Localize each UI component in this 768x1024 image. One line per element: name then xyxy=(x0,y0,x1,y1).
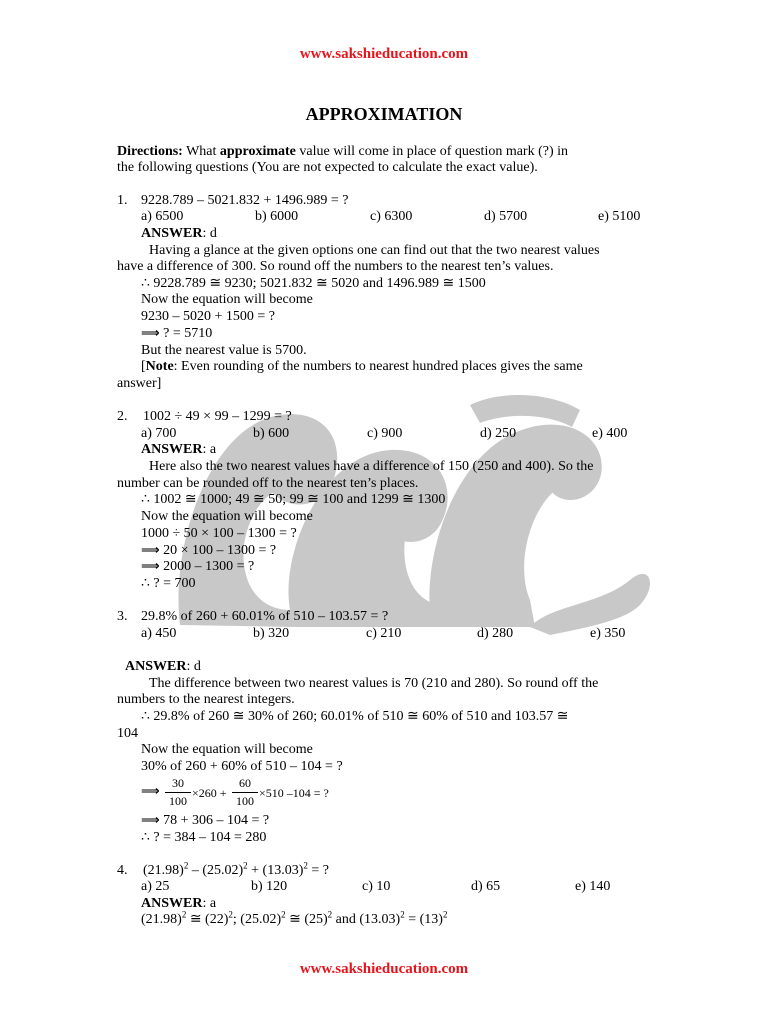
directions-bold-word: approximate xyxy=(219,144,296,159)
q3-answer-label: ANSWER xyxy=(125,659,187,674)
q1-equation-2: ⟹ ? = 5710 xyxy=(141,326,213,341)
q1-explanation-2: have a difference of 300. So round off the numbers to the nearest ten’s values. xyxy=(117,259,554,274)
q3-equation-4: ∴ ? = 384 – 104 = 280 xyxy=(141,830,267,845)
q3-option-a: a) 450 xyxy=(141,626,177,641)
q2-option-b: b) 600 xyxy=(253,426,290,441)
q2-equation-1: 1000 ÷ 50 × 100 – 1300 = ? xyxy=(141,526,297,541)
q1-note-label: Note xyxy=(145,359,174,374)
q1-option-c: c) 6300 xyxy=(370,209,413,224)
q1-option-e: e) 5100 xyxy=(598,209,641,224)
q4-number: 4. xyxy=(117,863,128,878)
q4-option-c: c) 10 xyxy=(362,879,391,894)
frac-1-denominator: 100 xyxy=(169,794,187,808)
q3-question: 29.8% of 260 + 60.01% of 510 – 103.57 = ? xyxy=(141,609,389,624)
footer-url[interactable]: www.sakshieducation.com xyxy=(299,961,469,977)
q3-now-text: Now the equation will become xyxy=(141,742,313,757)
q3-answer xyxy=(125,659,201,675)
q3-option-e: e) 350 xyxy=(590,626,626,641)
q2-answer-value: : a xyxy=(202,442,217,457)
frac-2-numerator: 60 xyxy=(239,776,251,790)
q3-explanation-2: numbers to the nearest integers. xyxy=(117,692,295,707)
q1-now-text: Now the equation will become xyxy=(141,292,313,307)
q3-rounding: ∴ 29.8% of 260 ≅ 30% of 260; 60.01% of 510 ≅ 60% of 510 and 103.57 ≅ xyxy=(141,709,569,724)
q4-option-a: a) 25 xyxy=(141,879,170,894)
implies-arrow-icon: ⟹ xyxy=(141,543,160,558)
q3-rounding-end: 104 xyxy=(117,726,138,741)
q3-option-d: d) 280 xyxy=(477,626,514,641)
q2-answer xyxy=(141,442,216,458)
q2-option-e: e) 400 xyxy=(592,426,628,441)
q4-rounding: $(21.98)^2$ ≅ $(22)^2$; $(25.02)^2$ ≅ $(25)^2$ and $(13.03)^2 = (13)^2$ xyxy=(141,909,448,927)
frac-middle: ×260 + xyxy=(192,786,227,800)
frac-2-bar xyxy=(232,792,258,793)
q3-option-c: c) 210 xyxy=(366,626,402,641)
q1-note: [Note: Even rounding of the numbers to nearest hundred places gives the same xyxy=(141,359,583,374)
q2-equation-4: ∴ ? = 700 xyxy=(141,576,196,591)
q2-equation-2: ⟹ 20 × 100 – 1300 = ? xyxy=(141,543,277,558)
q4-question: $(21.98)^2 - (25.02)^2 + (13.03)^2$ = ? xyxy=(143,860,329,878)
directions-text-1: What xyxy=(182,144,220,159)
q4-option-d: d) 65 xyxy=(471,879,501,894)
q1-question: 9228.789 – 5021.832 + 1496.989 = ? xyxy=(141,193,349,208)
q4-option-b: b) 120 xyxy=(251,879,288,894)
q1-option-b: b) 6000 xyxy=(255,209,299,224)
q1-answer xyxy=(141,226,217,242)
q2-equation-3: ⟹ 2000 – 1300 = ? xyxy=(141,559,255,574)
q4-answer xyxy=(141,896,216,912)
q1-option-a: a) 6500 xyxy=(141,209,184,224)
q3-explanation-1: The difference between two nearest values is 70 (210 and 280). So round off the xyxy=(149,676,599,691)
frac-1-bar xyxy=(165,792,191,793)
q3-option-b: b) 320 xyxy=(253,626,290,641)
q1-nearest-value: But the nearest value is 5700. xyxy=(141,343,307,358)
q3-answer-value: : d xyxy=(186,659,201,674)
q2-rounding: ∴ 1002 ≅ 1000; 49 ≅ 50; 99 ≅ 100 and 1299 ≅ 1300 xyxy=(141,492,446,507)
frac-1-numerator: 30 xyxy=(172,776,184,790)
q4-option-e: e) 140 xyxy=(575,879,611,894)
q1-answer-label: ANSWER xyxy=(141,226,203,241)
q1-option-d: d) 5700 xyxy=(484,209,528,224)
q2-answer-label: ANSWER xyxy=(141,442,203,457)
q1-answer-value: : d xyxy=(202,226,217,241)
q4-answer-label: ANSWER xyxy=(141,896,203,911)
q2-option-c: c) 900 xyxy=(367,426,403,441)
q3-equation-3: ⟹ 78 + 306 – 104 = ? xyxy=(141,813,270,828)
implies-arrow-icon: ⟹ xyxy=(141,813,160,828)
q4-answer-value: : a xyxy=(202,896,217,911)
q1-explanation-1: Having a glance at the given options one can find out that the two nearest values xyxy=(149,243,600,258)
q2-now-text: Now the equation will become xyxy=(141,509,313,524)
q2-question: 1002 ÷ 49 × 99 – 1299 = ? xyxy=(143,409,292,424)
directions-label: Directions: xyxy=(117,144,183,159)
frac-end: ×510 –104 = ? xyxy=(259,786,329,800)
frac-2-denominator: 100 xyxy=(236,794,254,808)
q2-option-a: a) 700 xyxy=(141,426,177,441)
directions-text-2: value will come in place of question mark (?) in xyxy=(295,144,569,159)
q1-equation-1: 9230 – 5020 + 1500 = ? xyxy=(141,309,276,324)
implies-arrow-icon: ⟹ xyxy=(141,784,160,799)
implies-arrow-icon: ⟹ xyxy=(141,326,160,341)
directions-line-2: the following questions (You are not expected to calculate the exact value). xyxy=(117,160,538,175)
q2-explanation-1: Here also the two nearest values have a difference of 150 (250 and 400). So the xyxy=(149,459,594,474)
page-title: APPROXIMATION xyxy=(305,104,463,124)
q3-number: 3. xyxy=(117,609,128,624)
implies-arrow-icon: ⟹ xyxy=(141,559,160,574)
header-url[interactable]: www.sakshieducation.com xyxy=(299,46,469,62)
q1-rounding: ∴ 9228.789 ≅ 9230; 5021.832 ≅ 5020 and 1496.989 ≅ 1500 xyxy=(141,276,486,291)
q2-number: 2. xyxy=(117,409,128,424)
directions-line-1 xyxy=(117,144,568,160)
q1-number: 1. xyxy=(117,193,128,208)
q1-note-end: answer] xyxy=(117,376,162,391)
q2-explanation-2: number can be rounded off to the nearest ten’s places. xyxy=(117,476,419,491)
q3-equation-1: 30% of 260 + 60% of 510 – 104 = ? xyxy=(141,759,343,774)
q2-option-d: d) 250 xyxy=(480,426,517,441)
